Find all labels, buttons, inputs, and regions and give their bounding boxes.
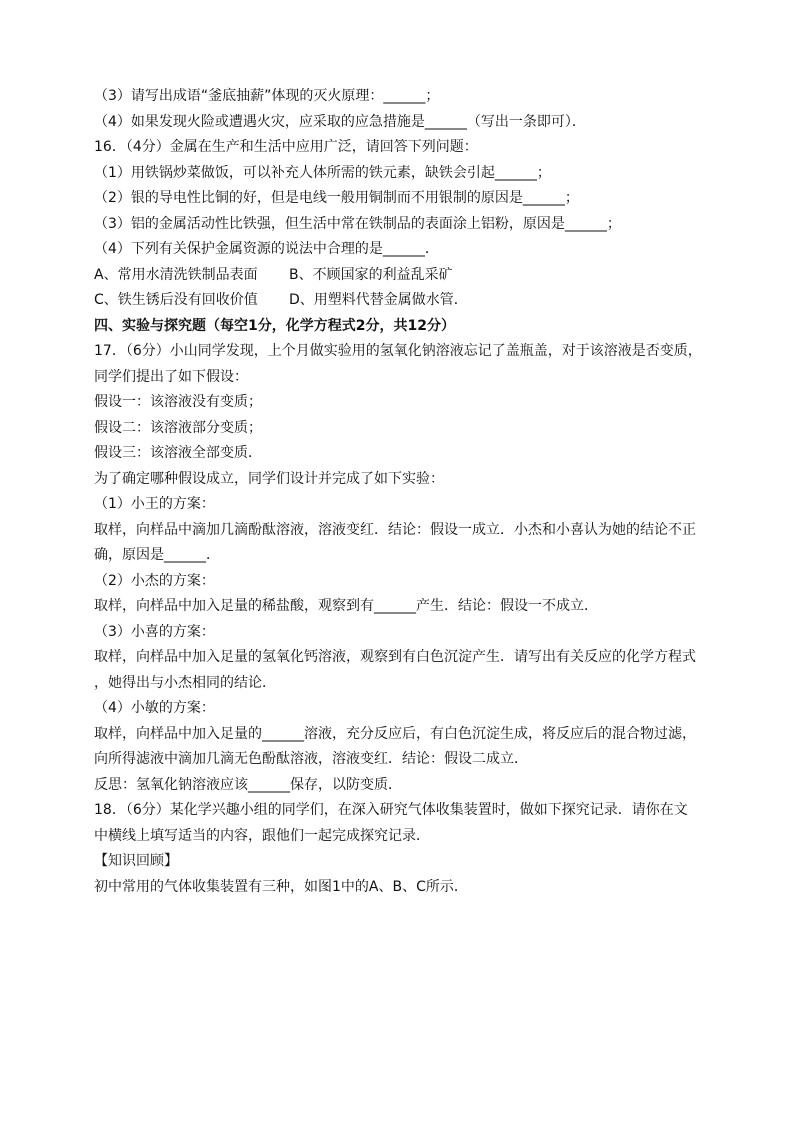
- q18-line: 中横线上填写适当的内容，跟他们一起完成探究记录．: [94, 827, 430, 844]
- q17-line: 确，原因是______．: [94, 547, 220, 563]
- q17-hypothesis-1: 假设一：该溶液没有变质；: [94, 394, 262, 410]
- page-content: [94, 84, 714, 900]
- q17-plan-1-title: （1）小王的方案：: [94, 496, 215, 512]
- q16-stem: 16．（4分）金属在生产和生活中应用广泛，请回答下列问题：: [94, 139, 478, 155]
- q16-part2: （2）银的导电性比铜的好，但是电线一般用铜制而不用银制的原因是______；: [94, 190, 579, 206]
- q17-plan-3-title: （3）小喜的方案：: [94, 623, 215, 640]
- q17-hypothesis-3: 假设三：该溶液全部变质．: [94, 445, 262, 461]
- q17-line: 取样，向样品中加入足量的氢氧化钙溶液，观察到有白色沉淀产生．请写出有关反应的化学方程式: [94, 649, 696, 665]
- q17-line: 17．（6分）小山同学发现，上个月做实验用的氢氧化钠溶液忘记了盖瓶盖，对于该溶液是否变质，: [94, 343, 702, 359]
- q16-options-row-2: [94, 288, 714, 314]
- q17-line: 同学们提出了如下假设：: [94, 368, 248, 385]
- q17-reflection: 反思：氢氧化钠溶液应该______保存，以防变质．: [94, 776, 402, 793]
- option-a: A、常用水清洗铁制品表面: [94, 266, 258, 283]
- q18-knowledge-heading: 【知识回顾】: [94, 853, 178, 869]
- q17-plan-2-title: （2）小杰的方案：: [94, 572, 215, 589]
- q17-line: 为了确定哪种假设成立，同学们设计并完成了如下实验：: [94, 470, 444, 487]
- option-d: D、用塑料代替金属做水管．: [289, 292, 468, 308]
- q16-part3: （3）铝的金属活动性比铁强，但生活中常在铁制品的表面涂上铝粉，原因是______；: [94, 215, 621, 232]
- q17-plan-4-title: （4）小敏的方案：: [94, 700, 215, 716]
- q17-hypothesis-2: 假设二：该溶液部分变质；: [94, 419, 262, 436]
- option-b: B、不顾国家的利益乱采矿: [289, 266, 453, 283]
- q15-part4: （4）如果发现火险或遭遇火灾，应采取的应急措施是______（写出一条即可）．: [94, 113, 586, 130]
- q18-line: 初中常用的气体收集装置有三种，如图1中的A、B、C所示．: [94, 878, 468, 895]
- section-4-title: 四、实验与探究题（每空1分，化学方程式2分，共12分）: [94, 317, 455, 334]
- q15-part3: （3）请写出成语“釜底抽薪”体现的灭火原理：______；: [94, 88, 440, 104]
- q17-line: 取样，向样品中加入足量的稀盐酸，观察到有______产生．结论：假设一不成立．: [94, 598, 598, 614]
- q16-part4: （4）下列有关保护金属资源的说法中合理的是______．: [94, 241, 439, 257]
- q17-line: 取样，向样品中加入足量的______溶液，充分反应后，有白色沉淀生成，将反应后的混合物过滤，: [94, 725, 696, 742]
- q16-part1: （1）用铁锅炒菜做饭，可以补充人体所需的铁元素，缺铁会引起______；: [94, 164, 551, 181]
- q18-line: 18．（6分）某化学兴趣小组的同学们，在深入研究气体收集装置时，做如下探究记录．请你在文: [94, 802, 688, 818]
- q17-line: 向所得滤液中滴加几滴无色酚酞溶液，溶液变红．结论：假设二成立．: [94, 751, 528, 767]
- q17-line: ，她得出与小杰相同的结论．: [94, 674, 276, 691]
- q16-options-row-1: [94, 263, 714, 289]
- option-c: C、铁生锈后没有回收价值: [94, 292, 258, 308]
- q17-line: 取样，向样品中滴加几滴酚酞溶液，溶液变红．结论：假设一成立．小杰和小喜认为她的结论不正: [94, 521, 696, 538]
